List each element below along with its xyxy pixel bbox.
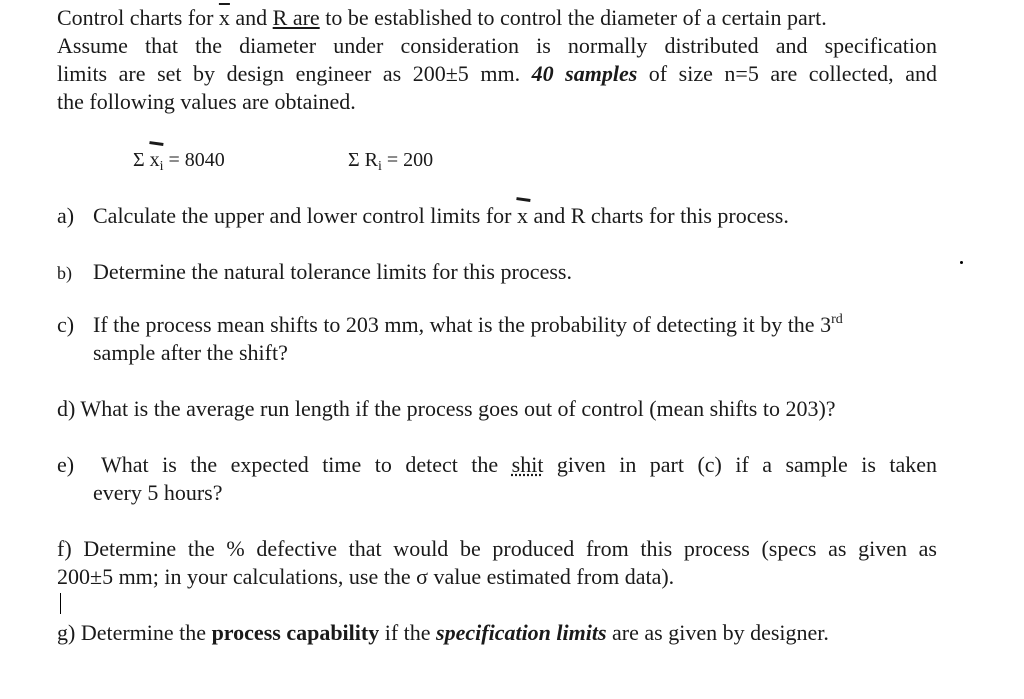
sum-r-formula — [348, 146, 433, 174]
question-g — [57, 619, 829, 647]
misspelled-word: shit — [511, 452, 544, 477]
samples-emphasis: 40 samples — [531, 61, 638, 86]
question-g-text: g) Determine the — [57, 620, 212, 645]
question-e-label: e) — [57, 452, 75, 477]
question-g-text: if the — [379, 620, 437, 645]
question-a-text: Calculate the upper and lower control limits for — [93, 203, 517, 228]
stray-dot — [960, 261, 963, 264]
question-f-line-1: f) Determine the % defective that would be produced from this process (specs as given as — [57, 536, 937, 561]
intro-line-1 — [57, 4, 827, 32]
intro-line-4: the following values are obtained. — [57, 89, 356, 114]
subscript-i: i — [159, 159, 164, 174]
question-e-line-2: every 5 hours? — [93, 480, 223, 505]
r-are-underlined: R are — [272, 5, 320, 30]
question-d: d) What is the average run length if the process goes out of control (mean shifts to 203)? — [57, 396, 836, 421]
intro-text: and — [229, 5, 273, 30]
sum-x-value: = 8040 — [163, 149, 225, 171]
question-b-text: Determine the natural tolerance limits for this process. — [93, 259, 572, 284]
intro-text: Control charts for — [57, 5, 219, 30]
question-a-text: and R charts for this process. — [527, 203, 789, 228]
x-bar-symbol: $\overline{x}$ — [218, 5, 230, 30]
question-c-text: If the process mean shifts to 203 mm, what is the probability of detecting it by the 3 — [93, 312, 832, 337]
question-a-label: a) — [57, 203, 75, 228]
subscript-i: i — [377, 159, 382, 174]
intro-text: of size n=5 are collected, and — [637, 61, 937, 86]
intro-line-2: Assume that the diameter under consideration is normally distributed and specification — [57, 33, 937, 58]
intro-text: to be established to control the diameter of a certain part. — [319, 5, 827, 30]
question-g-text: are as given by designer. — [606, 620, 829, 645]
question-c-line-2: sample after the shift? — [93, 340, 288, 365]
sum-symbol: Σ — [133, 149, 150, 171]
question-b-label: b) — [57, 263, 72, 283]
sum-x-formula — [133, 146, 225, 174]
specification-limits-emphasis: specification limits — [436, 620, 607, 645]
text-cursor — [60, 593, 61, 614]
intro-text: limits are set by design engineer as 200±5 mm. — [57, 61, 532, 86]
x-variable: x — [516, 203, 528, 228]
sum-r-value: = 200 — [381, 149, 434, 171]
question-a — [57, 202, 789, 230]
question-c-label: c) — [57, 312, 75, 337]
intro-line-3 — [57, 60, 937, 88]
x-variable: x — [150, 146, 160, 174]
process-capability-emphasis: process capability — [211, 620, 380, 645]
superscript-rd: rd — [831, 312, 843, 327]
sum-r-symbol: Σ R — [348, 149, 378, 171]
question-b — [57, 258, 572, 287]
question-e-line-1 — [57, 451, 937, 479]
question-c-line-1 — [57, 311, 937, 339]
question-e-text: What is the expected time to detect the — [101, 452, 512, 477]
question-f-line-2: 200±5 mm; in your calculations, use the σ value estimated from data). — [57, 564, 675, 589]
question-e-text: given in part (c) if a sample is taken — [543, 452, 937, 477]
